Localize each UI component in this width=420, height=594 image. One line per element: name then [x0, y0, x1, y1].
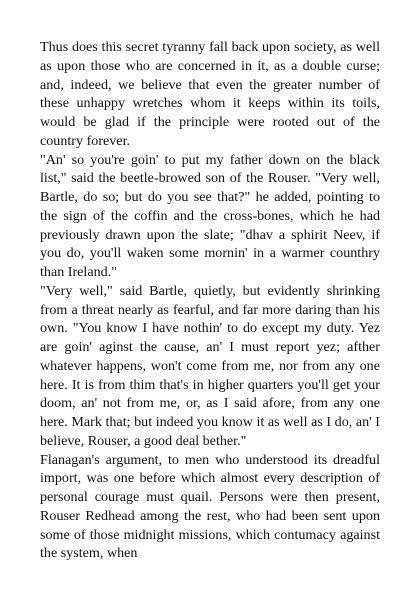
paragraph-4: Flanagan's argument, to men who understood its dreadful import, was one before which almost every description of personal courage must quail. Persons were then present, Rouser Redhead among the rest, who had been sent upon some of those midnight missions, which contumacy against the system, when [40, 451, 380, 562]
paragraph-1: Thus does this secret tyranny fall back upon society, as well as upon those who are concerned in it, as a double curse; and, indeed, we believe that even the greater number of these unhappy wretches whom it keeps within its toils, would be glad if the principle were rooted out of the country forever. [40, 39, 380, 149]
paragraph-2: "An' so you're goin' to put my father down on the black list," said the beetle-browed son of the Rouser. "Very well, Bartle, do so; but do you see that?" he added, pointing to the sign of the coffin and the cross-bones, which he had previously drawn upon the slate; "dhav a sphirit Neev, if you do, you'll waken some mornin' in a warmer counthry than Ireland." [40, 151, 380, 280]
paragraph-3: "Very well," said Bartle, quietly, but evidently shrinking from a threat nearly as fearful, and far more daring than his own. "You know I have nothin' to do except my duty. Yez are goin' aginst the cause, an' I must report yez; afther whatever happens, won't come from me, nor from any one here. It is from thim that's in higher quarters you'll get your doom, an' not from me, or, as I said afore, from any one here. Mark that; but indeed you know it as well as I do, an' I believe, Rouser, a good deal bether." [40, 282, 380, 449]
document-page [40, 38, 380, 563]
